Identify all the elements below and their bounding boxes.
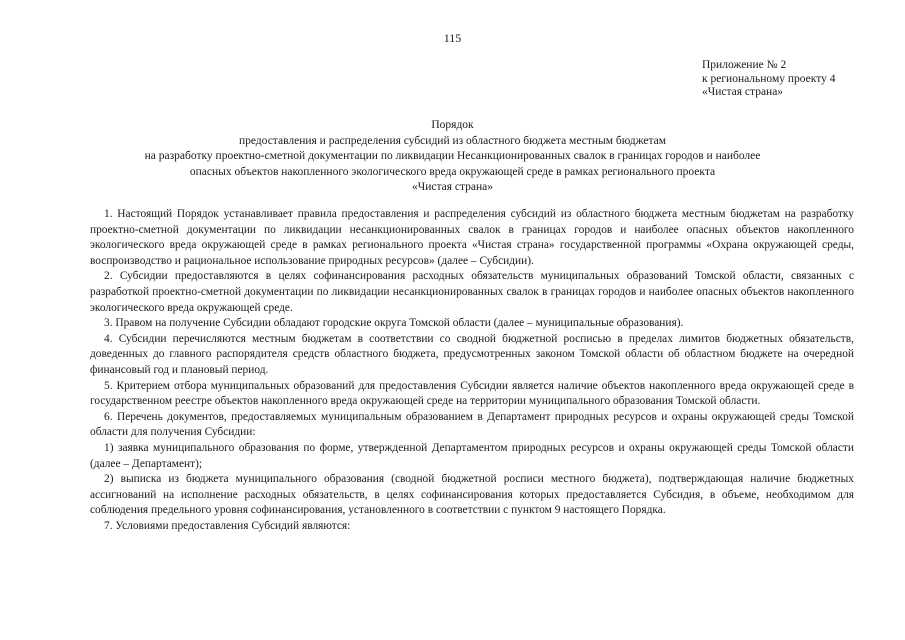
appendix-note bbox=[702, 59, 897, 100]
paragraph: 1) заявка муниципального образования по форме, утвержденной Департаментом природных ресурсов и охраны окружающей среды Томской области (далее – Департамент); bbox=[90, 441, 854, 470]
paragraph: 6. Перечень документов, предоставляемых муниципальным образованием в Департамент природных ресурсов и охраны окружающей среды Томской области для получения Субсидии: bbox=[90, 410, 854, 439]
title-line: «Чистая страна» bbox=[411, 181, 494, 193]
paragraph: 3. Правом на получение Субсидии обладают городские округа Томской области (далее – муниципальные образования). bbox=[104, 317, 684, 330]
paragraph: 2. Субсидии предоставляются в целях софинансирования расходных обязательств муниципальных образований Томской области, связанных с разработкой проектно-сметной документации по ликвидации несанкционированных свалок в границах городов и наиболее опасных объектов накопленного экологического вреда окружающей среде. bbox=[90, 270, 854, 314]
appendix-line: «Чистая страна» bbox=[702, 86, 784, 98]
title-line: на разработку проектно-сметной документации по ликвидации Несанкционированных свалок в границах городов и наиболее bbox=[144, 150, 761, 162]
title-heading: Порядок bbox=[431, 119, 474, 131]
paragraph: 7. Условиями предоставления Субсидий являются: bbox=[104, 519, 351, 532]
paragraph: 2) выписка из бюджета муниципального образования (сводной бюджетной росписи местного бюджета), подтверждающая наличие бюджетных ассигнований на исполнение расходных обязательств, в целях софинансирования которых предоставляется Субсидия, в объеме, необходимом для соблюдения предельного уровня софинансирования, установленного в соответствии с пунктом 9 настоящего Порядка. bbox=[90, 473, 854, 517]
paragraph: 4. Субсидии перечисляются местным бюджетам в соответствии со сводной бюджетной росписью в пределах лимитов бюджетных обязательств, доведенных до главного распорядителя средств областного бюджета, предусмотренных законом Томской области об областном бюджете на очередной финансовый год и плановый период. bbox=[90, 332, 854, 376]
document-body bbox=[90, 207, 854, 534]
title-line: предоставления и распределения субсидий из областного бюджета местным бюджетам bbox=[238, 134, 667, 147]
title-line: опасных объектов накопленного экологического вреда окружающей среде в рамках регионального проекта bbox=[189, 165, 716, 178]
appendix-line: к региональному проекту 4 bbox=[702, 72, 836, 85]
paragraph: 5. Критерием отбора муниципальных образований для предоставления Субсидии является наличие объектов накопленного вреда окружающей среде в государственном реестре объектов накопленного вреда окружающей среде на территории муниципального образования Томской области. bbox=[90, 379, 854, 408]
paragraph: 1. Настоящий Порядок устанавливает правила предоставления и распределения субсидий из областного бюджета местным бюджетам на разработку проектно-сметной документации по ликвидации несанкционированных свалок в границах городов и наиболее опасных объектов накопленного экологического вреда окружающей среде в рамках регионального проекта «Чистая страна» государственной программы «Охрана окружающей среды, воспроизводство и рациональное использование природных ресурсов» (далее – Субсидии). bbox=[90, 208, 854, 267]
document-title bbox=[0, 118, 905, 196]
page-number: 115 bbox=[443, 31, 462, 45]
appendix-line: Приложение № 2 bbox=[702, 59, 787, 71]
